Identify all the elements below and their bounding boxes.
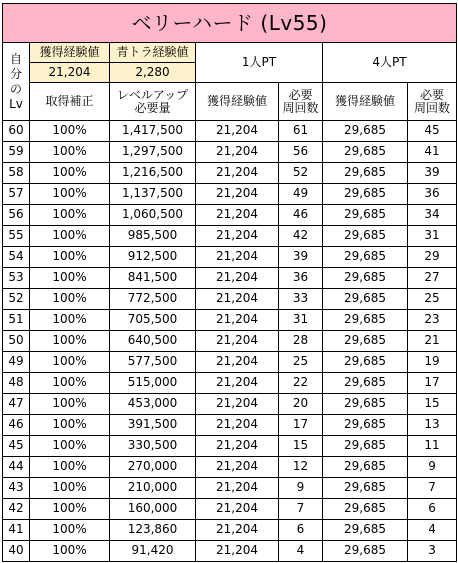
pt1-runs-cell: 25 xyxy=(279,352,323,373)
table-row xyxy=(3,289,457,310)
levelup-need-cell: 1,060,500 xyxy=(110,205,196,226)
pt1-exp-cell: 21,204 xyxy=(196,310,279,331)
levelup-need-cell: 160,000 xyxy=(110,499,196,520)
bonus-cell: 100% xyxy=(30,499,110,520)
lv-cell: 59 xyxy=(3,142,30,163)
table-row xyxy=(3,394,457,415)
pt4-runs-cell: 25 xyxy=(408,289,457,310)
pt4-exp-cell: 29,685 xyxy=(323,247,408,268)
lv-cell: 45 xyxy=(3,436,30,457)
lv-header-char-4: Lv xyxy=(9,96,23,111)
table-row xyxy=(3,541,457,562)
bonus-cell: 100% xyxy=(30,163,110,184)
bonus-cell: 100% xyxy=(30,310,110,331)
pt1-runs-cell: 4 xyxy=(279,541,323,562)
lv-cell: 53 xyxy=(3,268,30,289)
pt4-exp-cell: 29,685 xyxy=(323,184,408,205)
pt1-runs-header-line2: 周回数 xyxy=(282,100,319,115)
pt4-runs-cell: 11 xyxy=(408,436,457,457)
pt1-exp-cell: 21,204 xyxy=(196,184,279,205)
levelup-header xyxy=(110,83,196,121)
levelup-need-cell: 705,500 xyxy=(110,310,196,331)
lv-header-char-3: の xyxy=(9,81,22,96)
pt4-runs-cell: 27 xyxy=(408,268,457,289)
pt1-runs-cell: 31 xyxy=(279,310,323,331)
pt1-exp-cell: 21,204 xyxy=(196,373,279,394)
table-row xyxy=(3,520,457,541)
lv-cell: 57 xyxy=(3,184,30,205)
pt1-runs-cell: 52 xyxy=(279,163,323,184)
pt4-runs-header-line1: 必要 xyxy=(420,87,445,102)
bonus-cell: 100% xyxy=(30,142,110,163)
table-frame xyxy=(2,3,456,562)
levelup-need-cell: 577,500 xyxy=(110,352,196,373)
pt4-runs-cell: 7 xyxy=(408,478,457,499)
bonus-cell: 100% xyxy=(30,289,110,310)
lv-cell: 44 xyxy=(3,457,30,478)
bonus-cell: 100% xyxy=(30,436,110,457)
pt4-runs-cell: 3 xyxy=(408,541,457,562)
lv-column-header xyxy=(3,43,30,121)
pt4-exp-cell: 29,685 xyxy=(323,226,408,247)
pt1-exp-cell: 21,204 xyxy=(196,499,279,520)
pt4-runs-cell: 36 xyxy=(408,184,457,205)
bonus-header: 取得補正 xyxy=(30,83,110,121)
pt1-exp-cell: 21,204 xyxy=(196,142,279,163)
pt4-exp-cell: 29,685 xyxy=(323,142,408,163)
pt1-runs-cell: 22 xyxy=(279,373,323,394)
levelup-need-cell: 515,000 xyxy=(110,373,196,394)
levelup-need-cell: 453,000 xyxy=(110,394,196,415)
lv-cell: 60 xyxy=(3,121,30,142)
table-row xyxy=(3,415,457,436)
pt4-header: 4人PT xyxy=(323,43,457,83)
pt4-exp-cell: 29,685 xyxy=(323,205,408,226)
page-title: ベリーハード (Lv55) xyxy=(3,4,457,43)
levelup-need-cell: 391,500 xyxy=(110,415,196,436)
bonus-cell: 100% xyxy=(30,415,110,436)
bonus-cell: 100% xyxy=(30,331,110,352)
pt1-runs-cell: 6 xyxy=(279,520,323,541)
lv-cell: 47 xyxy=(3,394,30,415)
lv-cell: 42 xyxy=(3,499,30,520)
pt4-runs-cell: 4 xyxy=(408,520,457,541)
pt1-exp-cell: 21,204 xyxy=(196,394,279,415)
levelup-need-cell: 123,860 xyxy=(110,520,196,541)
exp-label: 獲得経験値 xyxy=(30,43,110,63)
lv-header-char-1: 自 xyxy=(9,51,22,66)
pt1-exp-cell: 21,204 xyxy=(196,121,279,142)
pt1-exp-cell: 21,204 xyxy=(196,268,279,289)
lv-cell: 43 xyxy=(3,478,30,499)
pt4-exp-cell: 29,685 xyxy=(323,436,408,457)
pt4-runs-cell: 17 xyxy=(408,373,457,394)
pt4-exp-cell: 29,685 xyxy=(323,415,408,436)
table-row xyxy=(3,268,457,289)
lv-cell: 46 xyxy=(3,415,30,436)
pt1-exp-header: 獲得経験値 xyxy=(196,83,279,121)
bonus-cell: 100% xyxy=(30,247,110,268)
pt1-exp-cell: 21,204 xyxy=(196,289,279,310)
lv-cell: 58 xyxy=(3,163,30,184)
pt1-runs-header-line1: 必要 xyxy=(288,87,313,102)
pt1-header: 1人PT xyxy=(196,43,323,83)
pt1-runs-header xyxy=(279,83,323,121)
levelup-need-cell: 91,420 xyxy=(110,541,196,562)
pt4-exp-cell: 29,685 xyxy=(323,520,408,541)
pt1-runs-cell: 46 xyxy=(279,205,323,226)
pt4-runs-header xyxy=(408,83,457,121)
pt4-runs-cell: 45 xyxy=(408,121,457,142)
bonus-cell: 100% xyxy=(30,520,110,541)
levelup-header-line2: 必要量 xyxy=(134,100,171,115)
bonus-cell: 100% xyxy=(30,541,110,562)
pt1-exp-cell: 21,204 xyxy=(196,415,279,436)
pt1-runs-cell: 49 xyxy=(279,184,323,205)
pt4-runs-cell: 39 xyxy=(408,163,457,184)
levelup-need-cell: 1,216,500 xyxy=(110,163,196,184)
lv-cell: 55 xyxy=(3,226,30,247)
pt4-exp-cell: 29,685 xyxy=(323,478,408,499)
bonus-cell: 100% xyxy=(30,205,110,226)
pt4-runs-cell: 13 xyxy=(408,415,457,436)
pt4-runs-cell: 15 xyxy=(408,394,457,415)
pt1-runs-cell: 39 xyxy=(279,247,323,268)
levelup-need-cell: 772,500 xyxy=(110,289,196,310)
aotora-value: 2,280 xyxy=(110,63,196,83)
pt1-exp-cell: 21,204 xyxy=(196,352,279,373)
table-row xyxy=(3,331,457,352)
pt1-exp-cell: 21,204 xyxy=(196,226,279,247)
pt1-exp-cell: 21,204 xyxy=(196,457,279,478)
pt1-exp-cell: 21,204 xyxy=(196,436,279,457)
pt1-runs-cell: 36 xyxy=(279,268,323,289)
lv-cell: 52 xyxy=(3,289,30,310)
levelup-need-cell: 912,500 xyxy=(110,247,196,268)
pt4-exp-cell: 29,685 xyxy=(323,541,408,562)
levelup-need-cell: 640,500 xyxy=(110,331,196,352)
levelup-need-cell: 985,500 xyxy=(110,226,196,247)
pt1-runs-cell: 56 xyxy=(279,142,323,163)
lv-cell: 56 xyxy=(3,205,30,226)
levelup-need-cell: 210,000 xyxy=(110,478,196,499)
lv-cell: 49 xyxy=(3,352,30,373)
bonus-cell: 100% xyxy=(30,226,110,247)
pt1-exp-cell: 21,204 xyxy=(196,205,279,226)
lv-cell: 48 xyxy=(3,373,30,394)
pt4-exp-cell: 29,685 xyxy=(323,457,408,478)
lv-header-char-2: 分 xyxy=(9,66,22,81)
pt4-runs-cell: 19 xyxy=(408,352,457,373)
pt4-exp-cell: 29,685 xyxy=(323,331,408,352)
exp-table xyxy=(2,3,457,562)
pt4-exp-cell: 29,685 xyxy=(323,499,408,520)
table-row xyxy=(3,184,457,205)
pt4-exp-cell: 29,685 xyxy=(323,268,408,289)
pt4-runs-cell: 9 xyxy=(408,457,457,478)
aotora-label: 青トラ経験値 xyxy=(110,43,196,63)
lv-cell: 41 xyxy=(3,520,30,541)
pt1-exp-cell: 21,204 xyxy=(196,163,279,184)
lv-cell: 50 xyxy=(3,331,30,352)
pt4-runs-cell: 23 xyxy=(408,310,457,331)
lv-cell: 51 xyxy=(3,310,30,331)
pt4-exp-cell: 29,685 xyxy=(323,121,408,142)
pt1-exp-cell: 21,204 xyxy=(196,247,279,268)
exp-value: 21,204 xyxy=(30,63,110,83)
pt4-runs-cell: 6 xyxy=(408,499,457,520)
pt1-exp-cell: 21,204 xyxy=(196,541,279,562)
pt4-exp-cell: 29,685 xyxy=(323,394,408,415)
pt4-runs-cell: 31 xyxy=(408,226,457,247)
bonus-cell: 100% xyxy=(30,478,110,499)
table-row xyxy=(3,499,457,520)
table-row xyxy=(3,457,457,478)
pt4-runs-cell: 21 xyxy=(408,331,457,352)
pt1-exp-cell: 21,204 xyxy=(196,478,279,499)
pt4-exp-cell: 29,685 xyxy=(323,289,408,310)
table-row xyxy=(3,247,457,268)
pt1-runs-cell: 7 xyxy=(279,499,323,520)
table-row xyxy=(3,436,457,457)
table-row xyxy=(3,226,457,247)
bonus-cell: 100% xyxy=(30,373,110,394)
table-row xyxy=(3,205,457,226)
table-row xyxy=(3,352,457,373)
pt1-exp-cell: 21,204 xyxy=(196,520,279,541)
pt4-runs-cell: 34 xyxy=(408,205,457,226)
table-row xyxy=(3,310,457,331)
pt1-runs-cell: 9 xyxy=(279,478,323,499)
pt1-runs-cell: 33 xyxy=(279,289,323,310)
pt4-runs-header-line2: 周回数 xyxy=(414,100,451,115)
lv-cell: 40 xyxy=(3,541,30,562)
levelup-need-cell: 330,500 xyxy=(110,436,196,457)
pt4-exp-cell: 29,685 xyxy=(323,163,408,184)
bonus-cell: 100% xyxy=(30,184,110,205)
levelup-need-cell: 270,000 xyxy=(110,457,196,478)
levelup-header-line1: レベルアップ xyxy=(116,87,189,102)
pt4-exp-header: 獲得経験値 xyxy=(323,83,408,121)
pt1-runs-cell: 20 xyxy=(279,394,323,415)
levelup-need-cell: 1,137,500 xyxy=(110,184,196,205)
levelup-need-cell: 1,417,500 xyxy=(110,121,196,142)
levelup-need-cell: 841,500 xyxy=(110,268,196,289)
pt4-exp-cell: 29,685 xyxy=(323,352,408,373)
pt1-runs-cell: 28 xyxy=(279,331,323,352)
pt1-runs-cell: 12 xyxy=(279,457,323,478)
pt1-runs-cell: 15 xyxy=(279,436,323,457)
pt4-exp-cell: 29,685 xyxy=(323,310,408,331)
bonus-cell: 100% xyxy=(30,394,110,415)
table-row xyxy=(3,121,457,142)
bonus-cell: 100% xyxy=(30,121,110,142)
pt4-runs-cell: 29 xyxy=(408,247,457,268)
bonus-cell: 100% xyxy=(30,268,110,289)
levelup-need-cell: 1,297,500 xyxy=(110,142,196,163)
table-row xyxy=(3,478,457,499)
pt1-exp-cell: 21,204 xyxy=(196,331,279,352)
pt1-runs-cell: 42 xyxy=(279,226,323,247)
pt1-runs-cell: 17 xyxy=(279,415,323,436)
pt4-exp-cell: 29,685 xyxy=(323,373,408,394)
pt1-runs-cell: 61 xyxy=(279,121,323,142)
bonus-cell: 100% xyxy=(30,457,110,478)
table-row xyxy=(3,163,457,184)
bonus-cell: 100% xyxy=(30,352,110,373)
table-row xyxy=(3,373,457,394)
pt4-runs-cell: 41 xyxy=(408,142,457,163)
table-row xyxy=(3,142,457,163)
lv-cell: 54 xyxy=(3,247,30,268)
